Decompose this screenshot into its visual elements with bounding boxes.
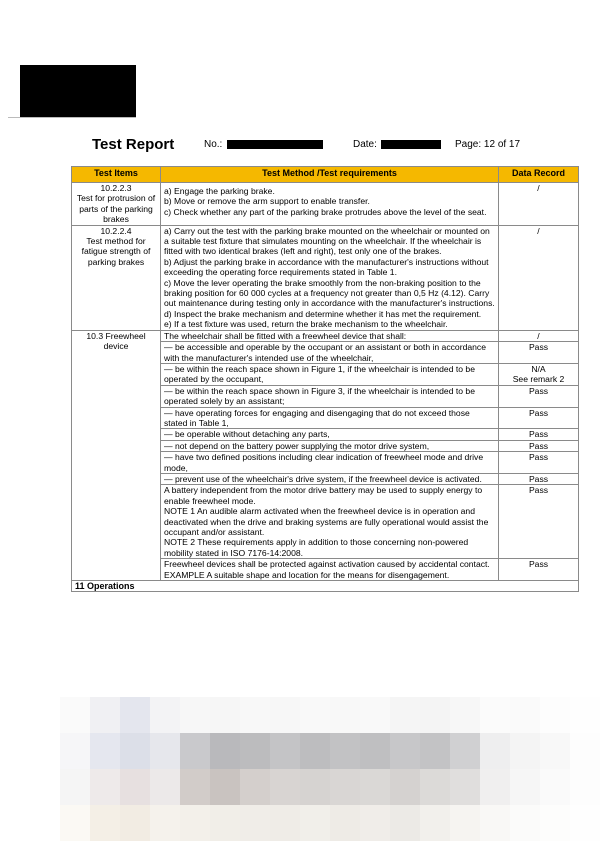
pixel-block xyxy=(540,805,570,841)
pixel-block xyxy=(150,805,180,841)
pixel-block xyxy=(210,733,240,769)
pixel-block xyxy=(270,733,300,769)
requirement-cell: Freewheel devices shall be protected against activation caused by accidental contact. EXAMPLE A suitable shape and location for the means for disengagement. xyxy=(161,559,499,581)
pixel-block xyxy=(240,769,270,805)
pixel-block xyxy=(270,769,300,805)
pixel-block xyxy=(90,733,120,769)
requirement-cell: — be within the reach space shown in Figure 3, if the wheelchair is intended to be operated solely by an assistant; xyxy=(161,385,499,407)
requirement-cell: — be within the reach space shown in Figure 1, if the wheelchair is intended to be operated by the occupant, xyxy=(161,363,499,385)
method-step: e) If a test fixture was used, return the brake mechanism to the wheelchair. xyxy=(164,319,448,330)
pixel-block xyxy=(450,805,480,841)
result-cell: Pass xyxy=(499,473,579,484)
pixel-block xyxy=(210,769,240,805)
pixel-block xyxy=(330,697,360,733)
pixel-block xyxy=(270,805,300,841)
table-row xyxy=(72,225,579,330)
col-header-test-items: Test Items xyxy=(72,167,161,183)
pixel-block xyxy=(510,769,540,805)
pixel-block xyxy=(510,805,540,841)
result-value: N/A xyxy=(531,363,546,374)
result-cell: Pass xyxy=(499,440,579,451)
pixel-block xyxy=(360,769,390,805)
method-step: c) Move the lever operating the brake smoothly from the non-braking position to the braking position for 60 000 cycles at a frequency not greater than 0,5 Hz (4.12). Carry out maintenance during testing only in accordance with the manufacturer's instructions. xyxy=(164,277,495,309)
test-item-freewheel: 10.3 Freewheel device xyxy=(72,330,161,580)
table-header-row xyxy=(72,167,579,183)
test-item-cell xyxy=(72,183,161,226)
requirement-cell: — have two defined positions including clear indication of freewheel mode and drive mode, xyxy=(161,452,499,474)
pixel-block xyxy=(420,769,450,805)
pixel-block xyxy=(240,733,270,769)
pixel-block xyxy=(90,769,120,805)
pixel-block xyxy=(240,697,270,733)
pixel-block xyxy=(330,769,360,805)
test-item-number: 10.2.2.4 xyxy=(100,225,132,236)
pixel-block xyxy=(300,697,330,733)
pixel-block xyxy=(240,805,270,841)
pixel-block xyxy=(570,769,600,805)
result-cell: Pass xyxy=(499,407,579,429)
method-step: d) Inspect the brake mechanism and determine whether it has met the requirement. xyxy=(164,308,482,319)
pixel-block xyxy=(390,733,420,769)
pixel-block xyxy=(480,697,510,733)
result-cell: Pass xyxy=(499,429,579,440)
pixel-block xyxy=(120,769,150,805)
pixel-block xyxy=(210,805,240,841)
pixel-block xyxy=(420,733,450,769)
logo-divider xyxy=(8,117,136,118)
requirement-cell: — not depend on the battery power supplying the motor drive system, xyxy=(161,440,499,451)
requirement-cell: — be accessible and operable by the occupant or an assistant or both in accordance with the manufacturer's intended use of the wheelchair, xyxy=(161,342,499,364)
pixel-block xyxy=(300,733,330,769)
report-title: Test Report xyxy=(92,136,175,153)
pixel-block xyxy=(270,697,300,733)
pixel-block xyxy=(570,733,600,769)
pixel-block xyxy=(570,805,600,841)
pixel-block xyxy=(180,733,210,769)
test-item-name: Test method for fatigue strength of parking brakes xyxy=(81,236,151,267)
data-record-cell: / xyxy=(499,183,579,226)
table-row xyxy=(72,183,579,226)
result-cell: Pass xyxy=(499,342,579,364)
test-method-cell xyxy=(161,183,499,226)
pixel-block xyxy=(480,769,510,805)
pixel-block xyxy=(210,697,240,733)
section-row xyxy=(72,581,579,592)
requirement-cell: The wheelchair shall be fitted with a freewheel device that shall: xyxy=(161,330,499,341)
result-cell xyxy=(499,363,579,385)
pixel-block xyxy=(390,769,420,805)
method-step: b) Adjust the parking brake in accordance with the manufacturer's instructions without exceeding the operating force requirements stated in Table 1. xyxy=(164,256,489,278)
requirement-cell: — be operable without detaching any parts, xyxy=(161,429,499,440)
date-label: Date: xyxy=(353,139,377,150)
pixel-block xyxy=(60,733,90,769)
pixel-block xyxy=(510,733,540,769)
requirement-cell xyxy=(161,485,499,559)
method-step: a) Engage the parking brake. xyxy=(164,186,275,196)
pixel-block xyxy=(150,697,180,733)
redacted-report-number xyxy=(227,140,323,149)
pixel-block xyxy=(90,805,120,841)
pixel-block xyxy=(180,805,210,841)
pixel-block xyxy=(480,733,510,769)
pixel-block xyxy=(450,697,480,733)
pixel-block xyxy=(300,769,330,805)
data-record-cell: / xyxy=(499,225,579,330)
report-number-label: No.: xyxy=(204,139,223,150)
pixel-block xyxy=(480,805,510,841)
report-header xyxy=(72,134,532,156)
pixel-block xyxy=(420,697,450,733)
result-cell: / xyxy=(499,330,579,341)
result-cell: Pass xyxy=(499,385,579,407)
pixel-block xyxy=(540,733,570,769)
test-method-cell xyxy=(161,225,499,330)
result-cell: Pass xyxy=(499,559,579,581)
pixel-block xyxy=(330,805,360,841)
pixel-block xyxy=(360,697,390,733)
method-step: a) Carry out the test with the parking brake mounted on the wheelchair or mounted on a suitable test fixture that simulates mounting on the wheelchair. If the wheelchair is fitted with two identical brakes (left and right), test only one of the brakes. xyxy=(164,225,490,257)
test-item-name: Test for protrusion of parts of the parking brakes xyxy=(76,193,156,225)
requirement-cell: — have operating forces for engaging and disengaging that do not exceed those stated in Table 1, xyxy=(161,407,499,429)
redacted-logo xyxy=(20,65,136,117)
pixel-block xyxy=(390,697,420,733)
pixel-block xyxy=(90,697,120,733)
test-item-cell xyxy=(72,225,161,330)
pixel-block xyxy=(60,697,90,733)
page-number: Page: 12 of 17 xyxy=(455,139,521,150)
pixel-block xyxy=(180,697,210,733)
col-header-test-method: Test Method /Test requirements xyxy=(161,167,499,183)
pixel-block xyxy=(540,769,570,805)
result-remark: See remark 2 xyxy=(512,374,565,385)
pixel-block xyxy=(540,697,570,733)
pixel-block xyxy=(120,805,150,841)
pixel-block xyxy=(450,769,480,805)
pixel-block xyxy=(300,805,330,841)
pixel-block xyxy=(60,769,90,805)
pixel-block xyxy=(360,733,390,769)
result-cell: Pass xyxy=(499,485,579,559)
pixel-block xyxy=(330,733,360,769)
pixel-block xyxy=(450,733,480,769)
pixel-block xyxy=(180,769,210,805)
pixel-block xyxy=(150,769,180,805)
pixel-block xyxy=(360,805,390,841)
requirement-note: NOTE 1 An audible alarm activated when the freewheel device is in operation and deactivated when the drive and braking systems are fully operational would assist the occupant and/or assistant. xyxy=(164,506,489,537)
test-item-number: 10.2.2.3 xyxy=(100,183,132,193)
col-header-data-record: Data Record xyxy=(499,167,579,183)
test-report-table xyxy=(71,166,579,592)
pixel-block xyxy=(510,697,540,733)
pixel-block xyxy=(570,697,600,733)
pixel-block xyxy=(420,805,450,841)
requirement-text: A battery independent from the motor drive battery may be used to supply energy to enable freewheel mode. xyxy=(164,485,483,506)
table-row xyxy=(72,330,579,341)
method-step: c) Check whether any part of the parking brake protrudes above the level of the seat. xyxy=(164,206,487,217)
method-step: b) Move or remove the arm support to enable transfer. xyxy=(164,196,370,207)
redacted-date xyxy=(381,140,441,149)
pixel-block xyxy=(150,733,180,769)
requirement-note: NOTE 2 These requirements apply in addition to those concerning non-powered mobility stated in ISO 7176-14:2008. xyxy=(164,537,469,558)
pixel-block xyxy=(390,805,420,841)
requirement-cell: — prevent use of the wheelchair's drive system, if the freewheel device is activated. xyxy=(161,473,499,484)
result-cell: Pass xyxy=(499,452,579,474)
pixel-block xyxy=(60,805,90,841)
section-heading: 11 Operations xyxy=(72,581,579,592)
pixel-block xyxy=(120,733,150,769)
pixel-block xyxy=(120,697,150,733)
